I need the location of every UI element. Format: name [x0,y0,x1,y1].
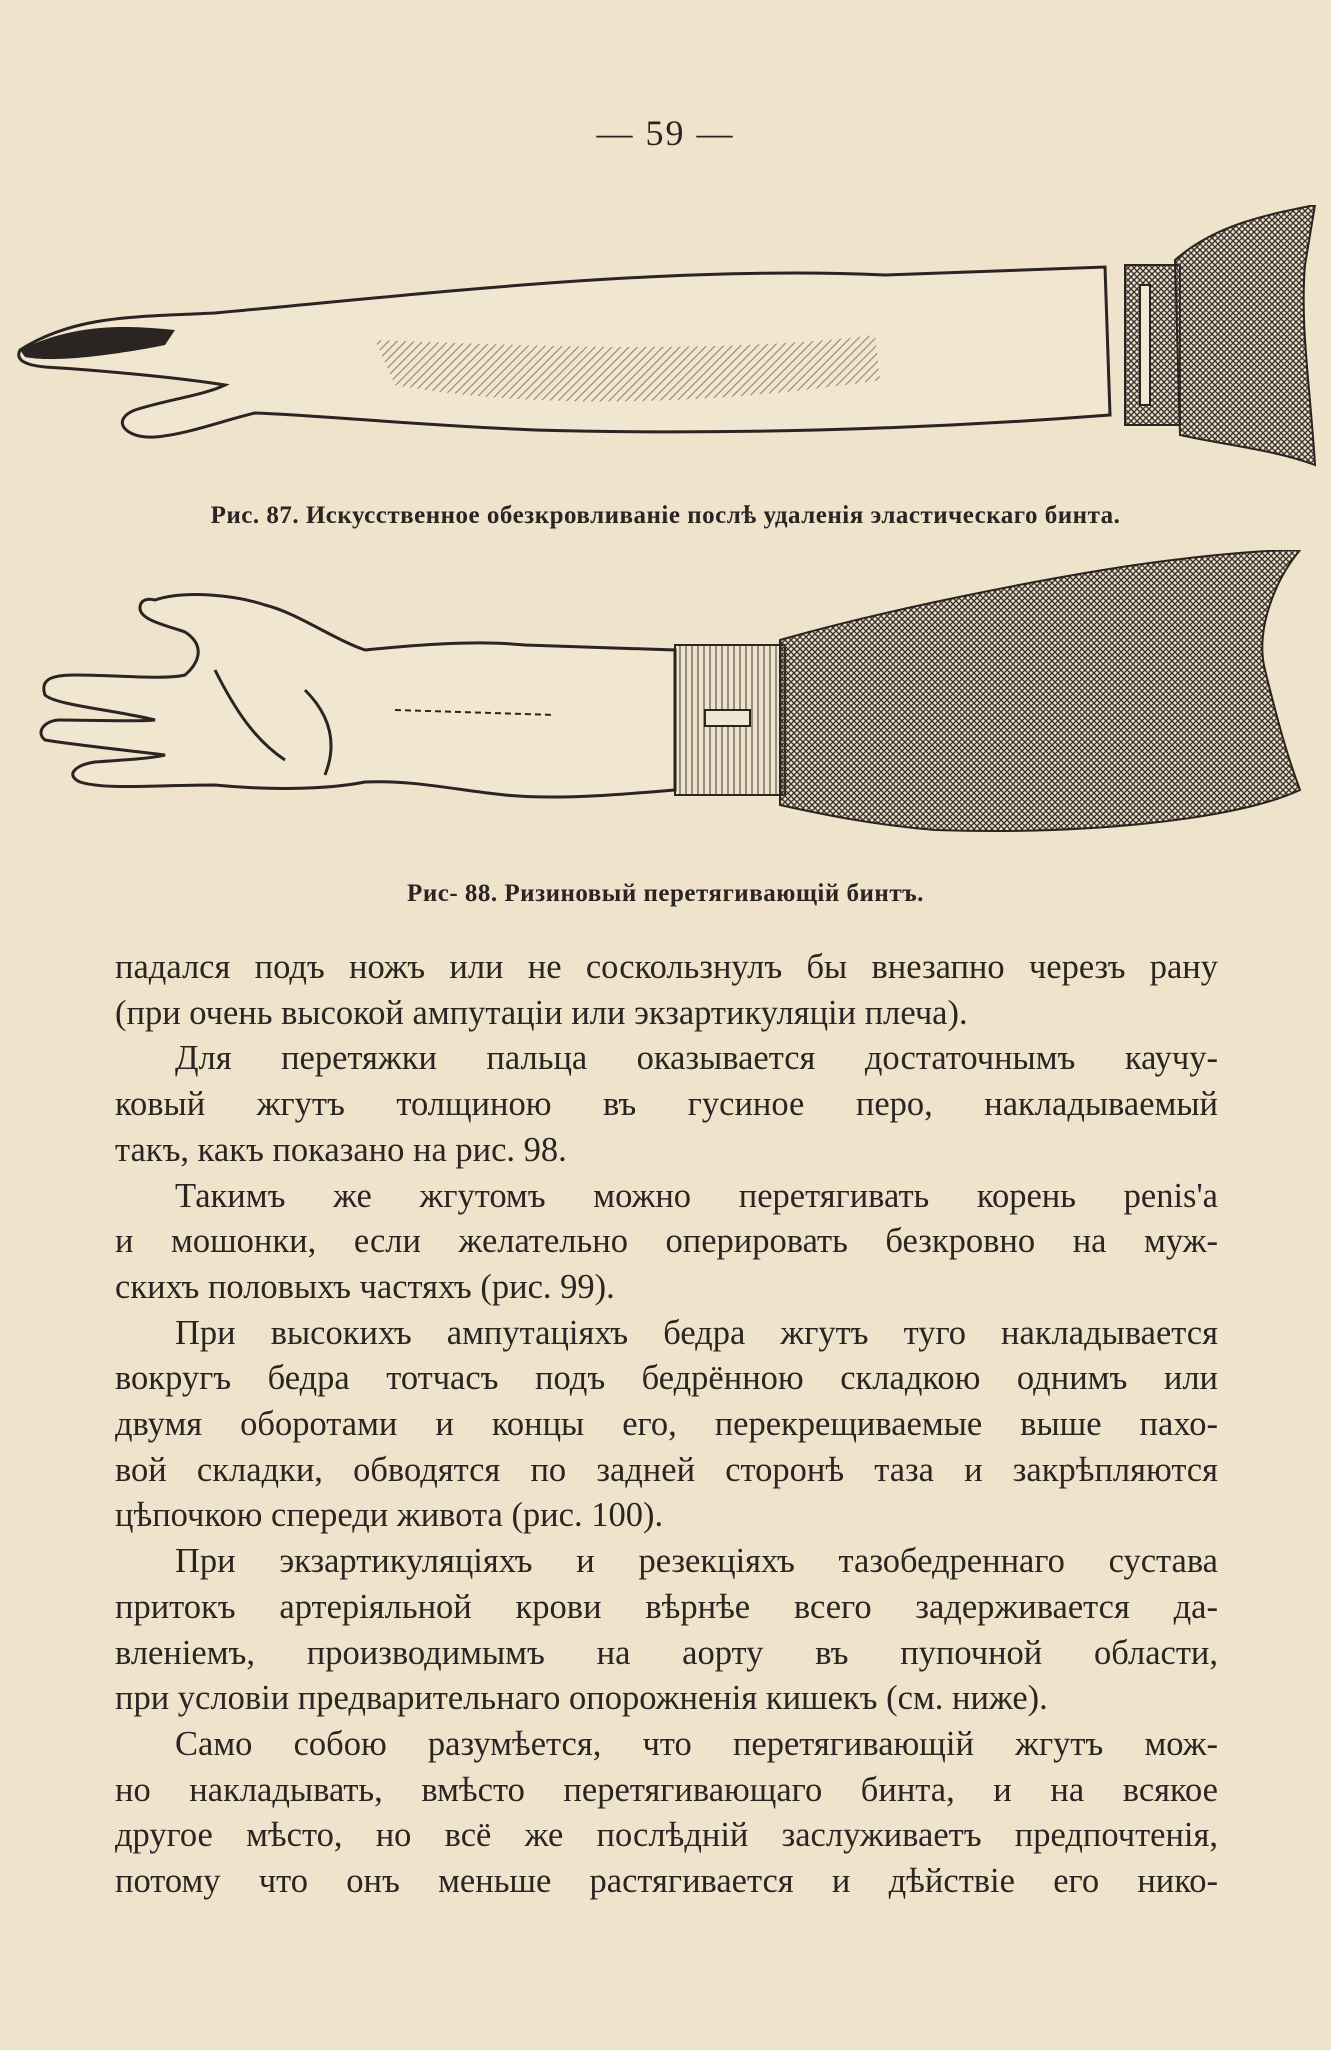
text-line: (при очень высокой ампутаціи или экзартикуляціи плеча). [115,993,968,1032]
text-line: притокъ артеріяльной крови вѣрнѣе всего задерживается да- [115,1587,1218,1626]
text-line: двумя оборотами и концы его, перекрещиваемые выше пахо- [115,1405,1218,1444]
text-line: вленіемъ, производимымъ на аорту въ пупочной области, [115,1633,1218,1672]
text-line: такъ, какъ показано на рис. 98. [115,1130,567,1169]
page-number: — 59 — [596,113,735,153]
figure-87-illustration [15,205,1320,485]
text-line: при условіи предварительнаго опорожненія кишекъ (см. ниже). [115,1679,1048,1718]
figure-88-illustration [35,550,1305,840]
text-line: Такимъ же жгутомъ можно перетягивать корень penis'а [175,1176,1218,1215]
text-line: падался подъ ножъ или не соскользнулъ бы внезапно черезъ рану [115,948,1218,986]
text-line: цѣпочкою спереди живота (рис. 100). [115,1496,664,1535]
text-line: ковый жгутъ толщиною въ гусиное перо, накладываемый [115,1085,1218,1124]
text-line: но накладывать, вмѣсто перетягивающаго бинта, и на всякое [115,1770,1218,1809]
figure-87-caption: Рис. 87. Искусственное обезкровливаніе послѣ удаленія эластическаго бинта. [210,502,1121,529]
text-line: При экзартикуляціяхъ и резекціяхъ тазобедреннаго сустава [175,1542,1218,1581]
text-line: потому что онъ меньше растягивается и дѣйствіе его нико- [115,1862,1218,1901]
body-text [115,945,1218,1905]
text-line: Для перетяжки пальца оказывается достаточнымъ каучу- [175,1039,1218,1078]
figure-88-caption: Рис- 88. Ризиновый перетягивающій бинтъ. [407,880,924,907]
text-line: скихъ половыхъ частяхъ (рис. 99). [115,1267,615,1306]
text-line: другое мѣсто, но всё же послѣдній заслуживаетъ предпочтенія, [115,1816,1218,1855]
text-line: При высокихъ ампутаціяхъ бедра жгутъ туго накладывается [175,1313,1218,1352]
text-line: и мошонки, если желательно оперировать безкровно на муж- [115,1222,1218,1261]
text-line: Само собою разумѣется, что перетягивающій жгутъ мож- [175,1724,1218,1763]
text-line: вокругъ бедра тотчасъ подъ бедрённою складкою однимъ или [115,1359,1218,1398]
text-line: вой складки, обводятся по задней сторонѣ таза и закрѣпляются [115,1450,1218,1489]
